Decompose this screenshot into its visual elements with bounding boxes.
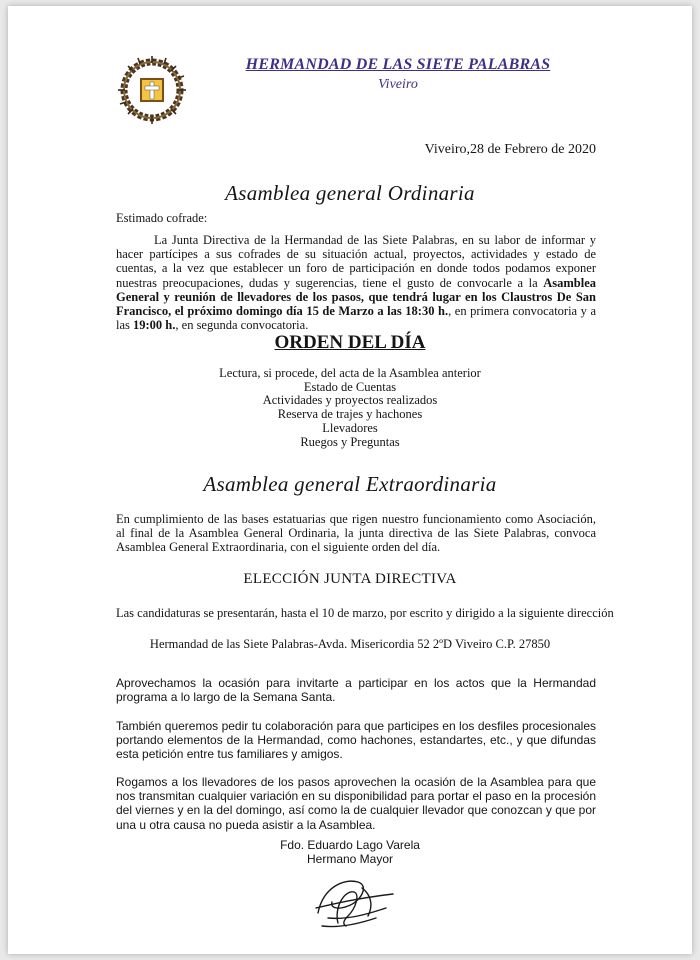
extraordinaria-body: En cumplimiento de las bases estatuarias que rigen nuestro funcionamiento como Asociación, al final de la Asamblea General Ordinaria, la junta directiva de las Siete Palabras, convoca Asamblea General Extraordinaria, con el siguiente orden del día. [116,512,596,555]
candidaturas-text: Las candidaturas se presentarán, hasta el 10 de marzo, por escrito y dirigido a la siguiente dirección [116,606,614,620]
extraordinaria-title: Asamblea general Extraordinaria [203,472,497,496]
agenda-item: Lectura, si procede, del acta de la Asamblea anterior [219,366,481,380]
letter-date: Viveiro,28 de Febrero de 2020 [424,142,596,157]
ordinaria-body-bold-1: Asamblea General y reunión de llevadores de los pasos, que tendrá lugar en los Claustros De San Francisco, el próximo domingo día 15 de Marzo a las 18:30 h. [116,275,596,319]
agenda-item: Reserva de trajes y hachones [277,407,423,422]
document-page [8,6,692,954]
handwritten-signature-icon [298,868,408,938]
organization-name: HERMANDAD DE LAS SIETE PALABRAS [245,56,551,73]
ordinaria-title: Asamblea general Ordinaria [225,181,475,205]
closing-paragraph-3: Rogamos a los llevadores de los pasos aprovechen la ocasión de la Asamblea para que nos transmitan cualquier variación en su disponibilidad para portar el paso en la procesión del viernes y en la del domingo, así como la de cualquier llevador que conozcan y que por una u otra causa no pueda asistir a la Asamblea. [116,775,596,832]
agenda-item: Llevadores [322,420,378,435]
cross-crown-of-thorns-emblem-icon [116,54,188,126]
ordinaria-body-text-2: , en primera convocatoria y a las [116,304,597,333]
agenda-item: Actividades y proyectos realizados [262,393,438,408]
ordinaria-body [116,233,596,332]
agenda-item: Ruegos y Preguntas [300,434,400,449]
organization-city: Viveiro [378,77,418,92]
signatory-name: Fdo. Eduardo Lago Varela [280,838,420,852]
agenda-list [8,367,692,449]
eleccion-junta-directiva: ELECCIÓN JUNTA DIRECTIVA [243,571,457,587]
ordinaria-body-text-1: La Junta Directiva de la Hermandad de las Siete Palabras, en su labor de informar y hacer partícipes a sus cofrades de su situación actual, proyectos, actividades y estado de cuentas, a la vez que establecer un foro de participación en donde todos podamos exponer nuestras preocupaciones, dudas y sugerencias, tiene el gusto de convocarle a la [116,233,596,290]
orden-del-dia-title: ORDEN DEL DÍA [274,332,426,353]
ordinaria-body-text-3: , en segunda convocatoria. [175,318,309,333]
ordinaria-body-bold-2: 19:00 h. [133,318,176,333]
signatory-role: Hermano Mayor [306,852,394,866]
greeting: Estimado cofrade: [116,211,208,225]
closing-paragraph-1: Aprovechamos la ocasión para invitarte a participar en los actos que la Hermandad programa a lo largo de la Semana Santa. [116,676,596,705]
closing-paragraph-2: También queremos pedir tu colaboración para que participes en los desfiles procesionales portando elementos de la Hermandad, como hachones, estandartes, etc., y que difundas esta petición entre tus familiares y amigos. [116,719,596,762]
mailing-address: Hermandad de las Siete Palabras-Avda. Misericordia 52 2ºD Viveiro C.P. 27850 [149,637,551,651]
agenda-item: Estado de Cuentas [303,379,397,394]
